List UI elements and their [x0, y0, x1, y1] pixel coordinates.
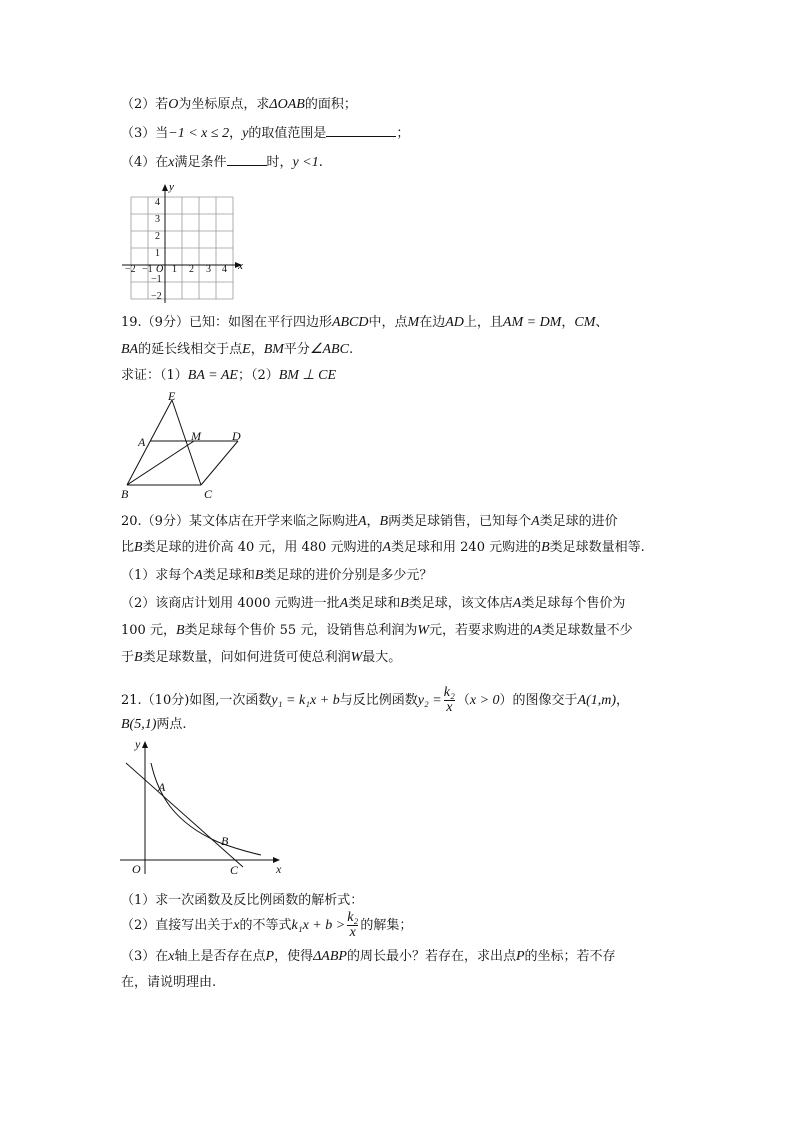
- fraction: [444, 686, 455, 715]
- grid-lines: [131, 197, 233, 299]
- math-o: O: [168, 97, 179, 112]
- text: 类足球数量，问如何进货可使总利润: [142, 650, 351, 665]
- text: 元，若要求购进的: [429, 623, 534, 638]
- x-tick-label: 1: [172, 264, 177, 275]
- math: BM ⊥ CE: [278, 368, 337, 383]
- q18-part4: [121, 153, 323, 172]
- q20-line1: [121, 513, 618, 531]
- math: B: [400, 596, 409, 611]
- text: 类足球的进价分别是多少元？: [263, 568, 433, 583]
- point-label-c: C: [204, 487, 213, 501]
- text: 上，且: [463, 315, 503, 330]
- text: 为坐标原点，求: [178, 97, 270, 112]
- math: x: [233, 918, 240, 933]
- function-graph-figure: [118, 734, 288, 880]
- text: 的坐标；若不存: [524, 949, 616, 964]
- point-label-m: M: [191, 429, 201, 443]
- text: 类足球，该文体店: [408, 596, 513, 611]
- math: A: [194, 568, 203, 583]
- text: 类足球的进价: [539, 514, 618, 529]
- text: 的不等式: [239, 918, 292, 933]
- text: 平分: [283, 342, 310, 357]
- point-label-a: A: [138, 435, 146, 449]
- text: 类足球和: [202, 568, 255, 583]
- q20-line5: [121, 622, 633, 640]
- q21-part1: [121, 892, 363, 910]
- text: （2）该商店计划用 4000 元购进一批: [121, 596, 340, 611]
- coordinate-grid-figure: [118, 180, 248, 304]
- q21-part4: [121, 974, 216, 992]
- q19-line1: [121, 314, 608, 332]
- math: x: [168, 949, 175, 964]
- text: 满足条件: [174, 155, 227, 170]
- math: AD: [445, 315, 464, 330]
- q20-line2: [121, 539, 645, 557]
- math-condition: y <1: [292, 155, 319, 170]
- math: M: [407, 315, 420, 330]
- text: 的解集；: [360, 918, 413, 933]
- point-label-d: D: [232, 429, 241, 443]
- text: （: [456, 693, 470, 708]
- origin-label: O: [132, 862, 141, 876]
- text: 两类足球销售，已知每个: [388, 514, 532, 529]
- math: BA = AE: [187, 368, 238, 383]
- text: 类足球数量相等.: [549, 540, 645, 555]
- text: 轴上是否存在点: [174, 949, 266, 964]
- math: y₂ =: [417, 693, 442, 708]
- x-tick-label: 4: [222, 264, 227, 275]
- segment-be: [127, 400, 172, 485]
- q19-line2: [121, 341, 353, 359]
- x-tick-label: −2: [125, 264, 136, 275]
- text: （4）在: [121, 155, 169, 170]
- math: A: [533, 623, 542, 638]
- q19-line3: [121, 367, 336, 385]
- math: AM = DM: [502, 315, 562, 330]
- numerator: k₂: [347, 910, 359, 925]
- math: W: [350, 650, 363, 665]
- text: 21.（10分)如图,一次函数: [121, 693, 272, 708]
- math: B: [541, 540, 550, 555]
- text: ，: [229, 126, 243, 141]
- text: （3）在: [121, 949, 169, 964]
- math: CM: [574, 315, 596, 330]
- math: B: [254, 568, 264, 583]
- text: （1）求每个: [121, 568, 195, 583]
- math: A: [382, 540, 392, 555]
- text: 的面积；: [304, 97, 357, 112]
- math: ABCD: [331, 315, 369, 330]
- y-tick-label: 2: [155, 231, 160, 242]
- math: B: [379, 514, 389, 529]
- text: 的周长最小？若存在，求出点: [346, 949, 516, 964]
- math: P: [515, 949, 525, 964]
- linear-function-line: [126, 763, 243, 867]
- math: A(1,m): [577, 693, 617, 708]
- text: （2）直接写出关于: [121, 918, 234, 933]
- numerator: k₂: [443, 685, 455, 700]
- math: B: [175, 623, 185, 638]
- text: 比: [121, 540, 135, 555]
- axis-label-y: y: [169, 181, 174, 193]
- text: 在，请说明理由.: [121, 975, 217, 990]
- math: B(5,1): [121, 717, 157, 732]
- text: 100 元，: [121, 623, 176, 638]
- q21-line1: [121, 684, 629, 718]
- text: 20.（9分）某文体店在开学来临之际购进: [121, 514, 358, 529]
- y-tick-label: −2: [151, 291, 162, 302]
- x-tick-label: 2: [189, 264, 194, 275]
- origin-label: O: [156, 264, 164, 275]
- text: 类足球每个售价为: [521, 596, 626, 611]
- y-axis-arrow-icon: [142, 741, 148, 748]
- text: ；（2）: [237, 368, 279, 383]
- parallelogram-figure: [118, 390, 248, 502]
- answer-blank[interactable]: [326, 124, 396, 137]
- q20-line6: [121, 649, 401, 667]
- math: E: [242, 342, 251, 357]
- q21-line2: [121, 716, 187, 734]
- math-triangle: ΔOAB: [269, 97, 305, 112]
- text: .: [318, 155, 323, 170]
- q18-part3: [121, 124, 409, 143]
- point-label-c: C: [230, 863, 239, 877]
- text: （2）若: [121, 97, 169, 112]
- math: BA: [121, 342, 139, 357]
- denominator: x: [444, 700, 455, 715]
- math: ∠ABC: [309, 342, 349, 357]
- denominator: x: [347, 925, 358, 940]
- y-tick-label: 1: [155, 248, 160, 259]
- text: 类足球的进价高 40 元，用 480 元购进的: [142, 540, 383, 555]
- math: A: [339, 596, 349, 611]
- math: x > 0: [469, 693, 500, 708]
- y-tick-label: 3: [155, 214, 160, 225]
- text: 中，点: [368, 315, 408, 330]
- math: A: [531, 514, 540, 529]
- q18-part2: [121, 96, 357, 114]
- hyperbola-curve: [151, 763, 261, 855]
- q20-line4: [121, 595, 625, 613]
- math-condition: −1 < x ≤ 2: [168, 126, 230, 141]
- text: 类足球数量不少: [541, 623, 633, 638]
- axis-label-y: y: [135, 737, 141, 751]
- math: W: [417, 623, 429, 638]
- text: 19.（9分）已知：如图在平行四边形: [121, 315, 332, 330]
- math-y: y: [242, 126, 249, 141]
- math: ΔABP: [313, 949, 347, 964]
- text: 、: [595, 315, 609, 330]
- text: ，: [561, 315, 575, 330]
- text: 类足球和: [348, 596, 401, 611]
- q20-line3: [121, 567, 432, 585]
- y-tick-label: 4: [155, 197, 160, 208]
- text: 时，: [266, 155, 293, 170]
- math: BM: [263, 342, 284, 357]
- y-tick-label: −1: [151, 274, 162, 285]
- math: B: [134, 540, 143, 555]
- text: .: [348, 342, 354, 357]
- text: ，: [616, 693, 630, 708]
- math: A: [357, 514, 367, 529]
- text: ，使得: [274, 949, 314, 964]
- math-x: x: [168, 155, 175, 170]
- point-label-b: B: [221, 834, 229, 848]
- text: 两点.: [156, 717, 187, 732]
- text: 求证：（1）: [121, 368, 188, 383]
- math: A: [512, 596, 522, 611]
- text: 于: [121, 650, 135, 665]
- answer-blank[interactable]: [227, 153, 267, 166]
- math: y₁ = k₁x + b: [271, 693, 340, 708]
- text: 的延长线相交于点: [138, 342, 243, 357]
- text: ；: [396, 126, 410, 141]
- text: 类足球每个售价 55 元，设销售总利润为: [184, 623, 418, 638]
- text: 类足球和用 240 元购进的: [391, 540, 542, 555]
- x-tick-label: 3: [206, 264, 211, 275]
- math: P: [265, 949, 275, 964]
- fraction: [347, 911, 358, 940]
- math: k₁x + b >: [291, 918, 346, 933]
- point-label-a: A: [158, 780, 166, 794]
- text: ）的图像交于: [499, 693, 578, 708]
- axis-label-x: x: [238, 260, 243, 272]
- math: B: [134, 650, 143, 665]
- point-label-b: B: [121, 487, 129, 501]
- text: （1）求一次函数及反比例函数的解析式：: [121, 893, 364, 908]
- text: ，: [250, 342, 264, 357]
- axis-label-x: x: [276, 862, 282, 876]
- text: 在边: [419, 315, 446, 330]
- text: （3）当: [121, 126, 169, 141]
- text: 最大。: [362, 650, 402, 665]
- text: 与反比例函数: [339, 693, 418, 708]
- q21-part2: [121, 909, 412, 943]
- q21-part3: [121, 948, 616, 966]
- segment-cd: [201, 441, 238, 485]
- point-label-e: E: [168, 390, 176, 403]
- y-axis-arrow-icon: [162, 184, 168, 191]
- text: 的取值范围是: [248, 126, 327, 141]
- x-tick-label: −1: [142, 264, 153, 275]
- text: ，: [366, 514, 380, 529]
